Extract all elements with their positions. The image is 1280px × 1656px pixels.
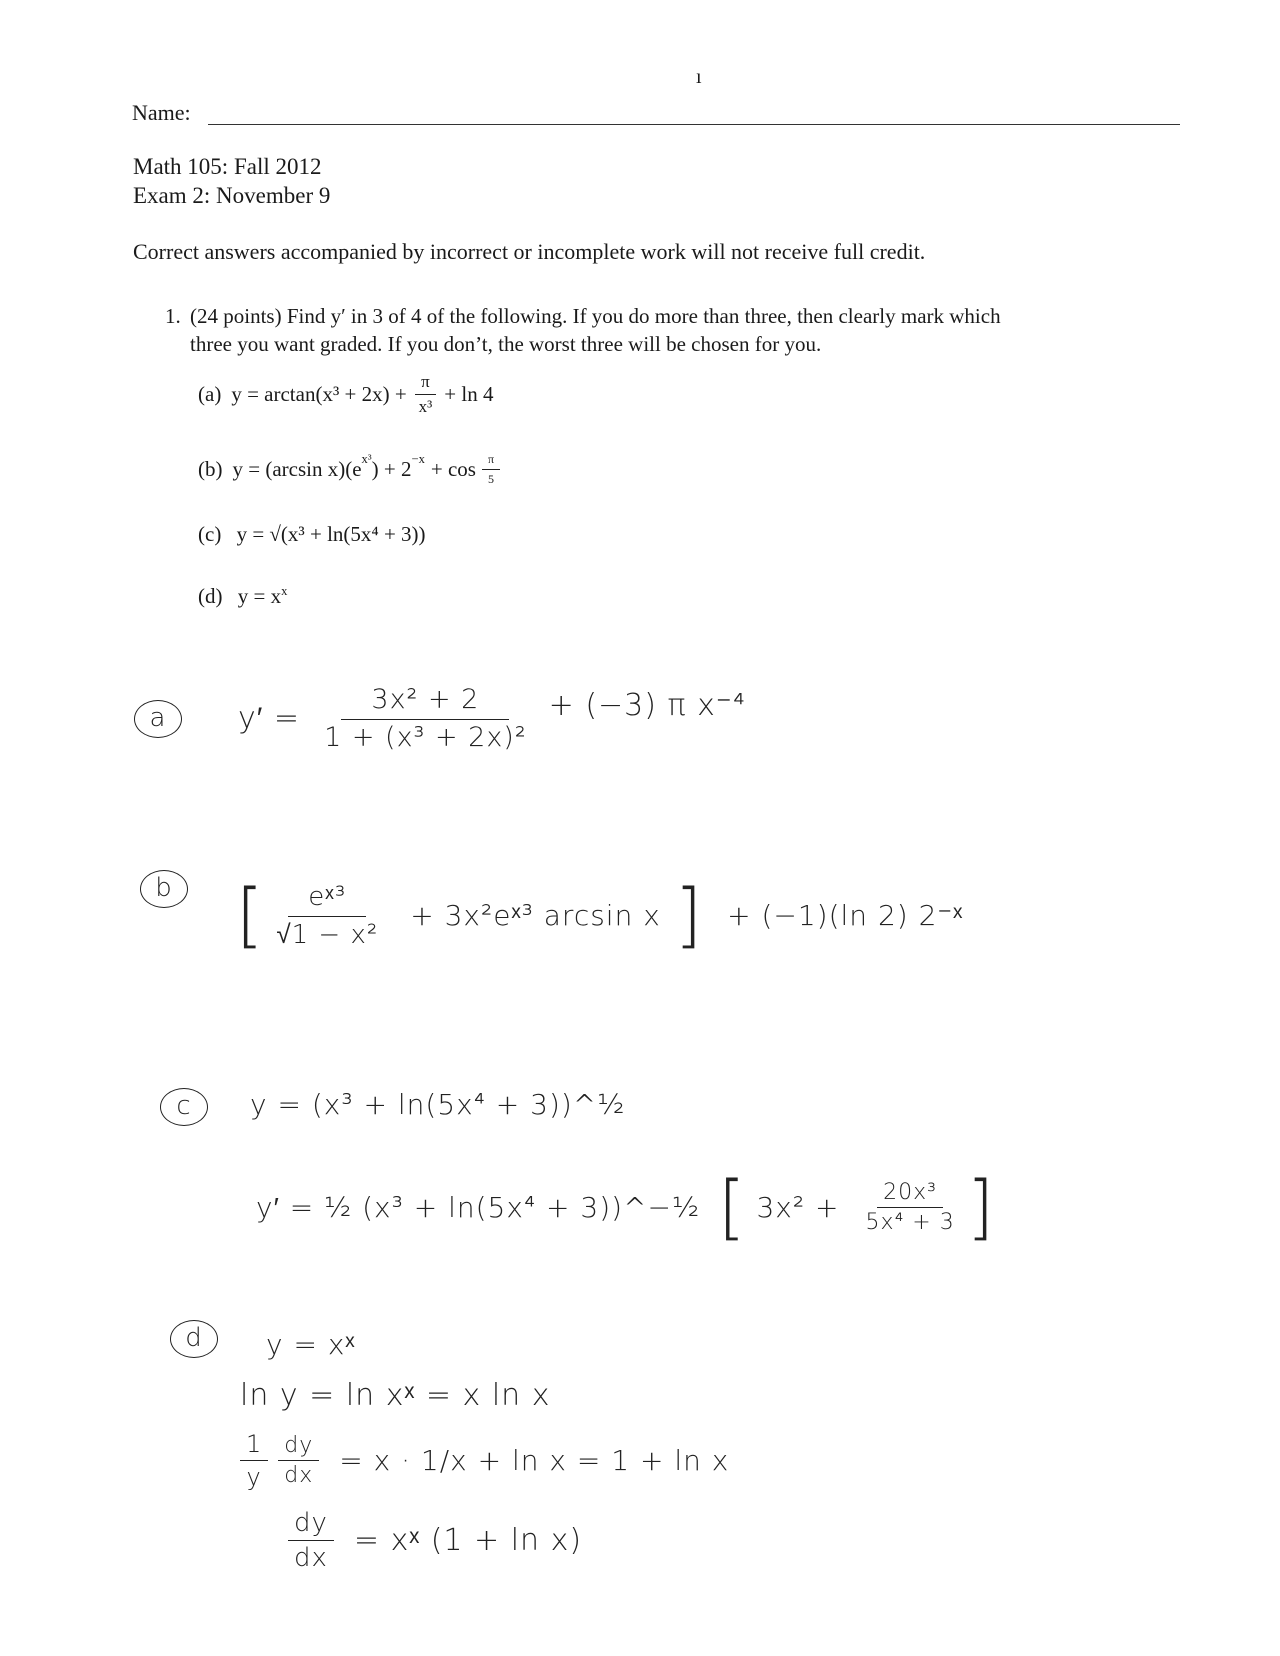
answer-b-frac-num: eˣ³ (288, 881, 366, 917)
part-a-frac-num: π (415, 372, 436, 395)
answer-c-left-bracket: [ (718, 1166, 747, 1248)
part-d-expr: y = x (237, 584, 282, 608)
answer-b-frac-den: √1 − x² (276, 919, 379, 950)
part-b-frac-num: π (482, 452, 500, 470)
answer-b-right-bracket: ] (674, 874, 704, 956)
answer-a-num: 3x² + 2 (341, 684, 509, 720)
answer-b-rhs: + (−1)(ln 2) 2⁻ˣ (727, 898, 964, 932)
part-a-rhs: + ln 4 (444, 382, 494, 406)
question-points: (24 points) (190, 304, 282, 328)
answer-b-mid: + 3x²eˣ³ arcsin x (410, 898, 661, 932)
question-text (190, 304, 1190, 329)
part-b-lhs: y = (arcsin x)(e (232, 457, 362, 481)
answer-d-circle-wrap (170, 1320, 218, 1358)
part-b-frac-den: 5 (488, 472, 494, 486)
part-d-label: (d) (198, 584, 223, 608)
answer-d-line3-rhs: = x · 1/x + ln x = 1 + ln x (339, 1444, 730, 1477)
answer-c-line2-a: y′ = ½ (x³ + ln(5x⁴ + 3))^−½ (256, 1190, 701, 1224)
answer-d-line3-lhs1: 1 (240, 1430, 268, 1461)
part-a (198, 372, 493, 417)
part-c (198, 522, 426, 547)
exam-title: Exam 2: November 9 (133, 183, 331, 208)
answer-d-line3 (240, 1430, 729, 1491)
part-b-label: (b) (198, 457, 223, 481)
answer-d-line4-n: dy (288, 1508, 334, 1541)
answer-c-line1: y = (x³ + ln(5x⁴ + 3))^½ (250, 1088, 626, 1121)
part-b-sup2: −x (411, 452, 425, 466)
answer-c-circle: c (160, 1088, 208, 1126)
answer-a-rhs: + (−3) π x⁻⁴ (548, 688, 746, 723)
part-d (198, 584, 287, 609)
part-c-expr: y = √(x³ + ln(5x⁴ + 3)) (236, 522, 426, 546)
part-b-sup: x³ (361, 452, 372, 466)
answer-c-den: 5x⁴ + 3 (865, 1209, 955, 1235)
question-text-line1: Find y′ in 3 of 4 of the following. If you do more than three, then clearly mark which (286, 304, 1001, 328)
answer-d-line4-d: dx (294, 1543, 328, 1573)
answer-a-circle: a (134, 700, 182, 738)
name-label: Name: (132, 100, 191, 125)
answer-c-circle-wrap (160, 1088, 208, 1126)
question-number: 1. (165, 304, 181, 328)
answer-a (134, 684, 746, 753)
answer-d-line3-d: dx (284, 1463, 314, 1488)
answer-d-circle: d (170, 1320, 218, 1358)
answer-d-line3-n: dy (278, 1433, 319, 1461)
answer-a-den: 1 + (x³ + 2x)² (324, 722, 527, 753)
page-tick-mark: ı (696, 66, 702, 88)
answer-b-left-bracket: [ (236, 874, 265, 956)
answer-d-line1: y = xˣ (266, 1328, 356, 1361)
answer-a-lhs: y′ = (238, 701, 301, 736)
part-a-lhs: y = arctan(x³ + 2x) + (231, 382, 407, 406)
part-b (198, 452, 506, 487)
answer-c-right-bracket: ] (966, 1166, 996, 1248)
answer-c-num: 20x³ (877, 1180, 943, 1208)
part-a-label: (a) (198, 382, 222, 406)
part-a-frac-den: x³ (418, 397, 433, 416)
instructions: Correct answers accompanied by incorrect or incomplete work will not receive full credit. (133, 239, 926, 264)
name-line (208, 124, 1180, 125)
part-b-mid: ) + 2 (371, 457, 412, 481)
answer-b-expr (236, 874, 964, 956)
answer-c-line2 (256, 1166, 996, 1248)
part-c-label: (c) (198, 522, 222, 546)
question-text-line2: three you want graded. If you don’t, the worst three will be chosen for you. (190, 332, 822, 356)
answer-c-line2-b: 3x² + (756, 1190, 840, 1224)
answer-d-line4-rhs: = xˣ (1 + ln x) (353, 1523, 583, 1558)
course-title: Math 105: Fall 2012 (133, 154, 322, 179)
answer-d-line4 (282, 1508, 582, 1573)
part-d-sup: x (281, 584, 288, 598)
answer-d-line3-lhs2: y (246, 1463, 262, 1491)
answer-d-line2: ln y = ln xˣ = x ln x (240, 1378, 551, 1413)
part-b-rhs: + cos (430, 457, 476, 481)
answer-b-circle: b (140, 870, 188, 908)
